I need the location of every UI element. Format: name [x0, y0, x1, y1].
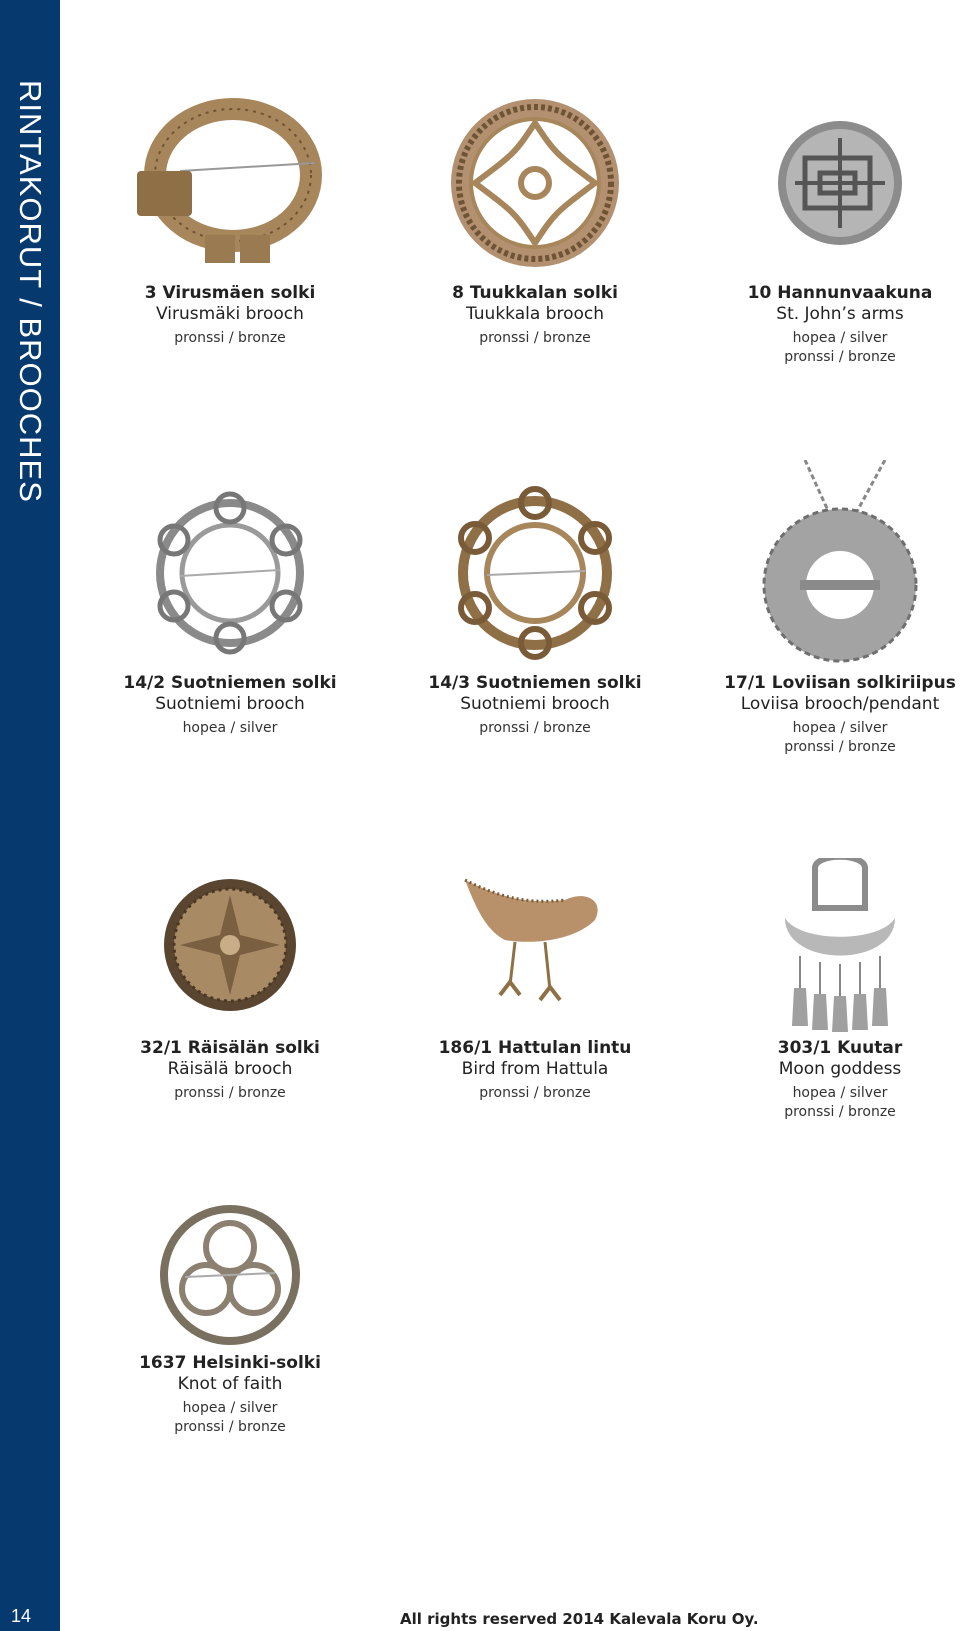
product-name: 14/3 Suotniemen solki: [428, 673, 642, 693]
section-title: RINTAKORUT / BROOCHES: [13, 80, 48, 503]
product-card[interactable]: [385, 860, 685, 1103]
copyright-footer: All rights reserved 2014 Kalevala Koru Oy.: [400, 1610, 759, 1628]
product-name: 17/1 Loviisan solkiriipus: [724, 673, 956, 693]
suotniemi-bronze-image: [385, 480, 685, 665]
product-name: 186/1 Hattulan lintu: [438, 1038, 632, 1058]
moon-goddess-image: [690, 860, 960, 1030]
product-subtitle: Suotniemi brooch: [460, 694, 610, 714]
product-material: hopea / silver: [792, 330, 888, 346]
hattula-bird-image: [385, 860, 685, 1030]
product-name: 32/1 Räisälän solki: [140, 1038, 320, 1058]
product-card[interactable]: [385, 480, 685, 738]
product-card[interactable]: [690, 460, 960, 757]
product-card[interactable]: [80, 860, 380, 1103]
product-name: 8 Tuukkalan solki: [452, 283, 618, 303]
product-material: hopea / silver: [182, 720, 278, 736]
product-subtitle: Moon goddess: [778, 1059, 902, 1079]
raisala-brooch-image: [80, 860, 380, 1030]
tuukkala-brooch-image: [385, 90, 685, 275]
product-subtitle: Loviisa brooch/pendant: [740, 694, 940, 714]
product-material: pronssi / bronze: [174, 330, 286, 346]
sidebar: [0, 0, 60, 1631]
product-material: pronssi / bronze: [479, 720, 591, 736]
product-subtitle: Räisälä brooch: [167, 1059, 293, 1079]
product-material: hopea / silver: [792, 720, 888, 736]
product-material: pronssi / bronze: [174, 1419, 286, 1435]
product-subtitle: Tuukkala brooch: [465, 304, 605, 324]
knot-of-faith-image: [80, 1205, 380, 1345]
product-card[interactable]: [80, 480, 380, 738]
product-subtitle: Bird from Hattula: [461, 1059, 609, 1079]
product-name: 303/1 Kuutar: [777, 1038, 903, 1058]
page-number: 14: [10, 1606, 32, 1626]
product-card[interactable]: [385, 90, 685, 348]
product-material: hopea / silver: [182, 1400, 278, 1416]
product-subtitle: Virusmäki brooch: [156, 304, 304, 324]
product-name: 1637 Helsinki-solki: [139, 1353, 321, 1373]
product-card[interactable]: [80, 1205, 380, 1437]
product-card[interactable]: [80, 90, 380, 348]
product-name: 14/2 Suotniemen solki: [123, 673, 337, 693]
product-subtitle: Suotniemi brooch: [155, 694, 305, 714]
product-card[interactable]: [690, 90, 960, 367]
st-johns-arms-image: [690, 90, 960, 275]
product-material: pronssi / bronze: [784, 349, 896, 365]
product-subtitle: Knot of faith: [177, 1374, 283, 1394]
product-material: pronssi / bronze: [174, 1085, 286, 1101]
product-name: 3 Virusmäen solki: [144, 283, 316, 303]
product-card[interactable]: [690, 860, 960, 1122]
product-material: pronssi / bronze: [479, 330, 591, 346]
suotniemi-silver-image: [80, 480, 380, 665]
product-material: pronssi / bronze: [784, 739, 896, 755]
loviisa-pendant-image: [690, 460, 960, 665]
product-name: 10 Hannunvaakuna: [747, 283, 933, 303]
product-material: hopea / silver: [792, 1085, 888, 1101]
virusmaki-brooch-image: [80, 90, 380, 275]
product-material: pronssi / bronze: [784, 1104, 896, 1120]
product-subtitle: St. John’s arms: [776, 304, 904, 324]
product-material: pronssi / bronze: [479, 1085, 591, 1101]
